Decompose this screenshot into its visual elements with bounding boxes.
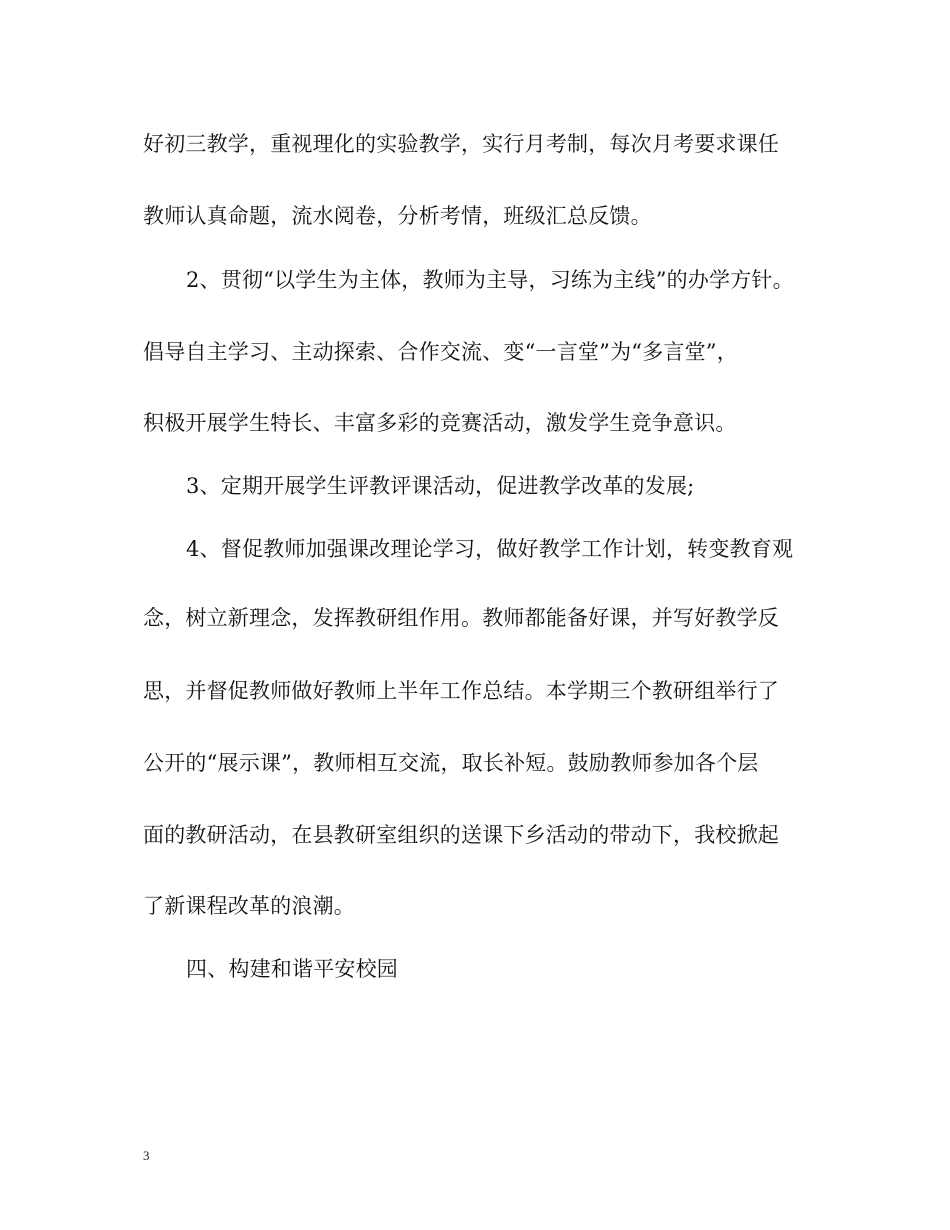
paragraph-line-4: 倡导自主学习、主动探索、合作交流、变“一言堂”为“多言堂”， [143,340,738,364]
paragraph-line-10: 公开的“展示课”，教师相互交流，取长补短。鼓励教师参加各个层 [143,751,759,775]
paragraph-line-1: 好初三教学，重视理化的实验教学，实行月考制，每次月考要求课任 [143,132,779,156]
paragraph-line-5: 积极开展学生特长、丰富多彩的竞赛活动，激发学生竞争意识。 [143,411,737,435]
paragraph-line-11: 面的教研活动，在县教研室组织的送课下乡活动的带动下，我校掀起 [143,823,779,847]
paragraph-line-8: 念，树立新理念，发挥教研组作用。教师都能备好课，并写好教学反 [143,606,779,630]
paragraph-line-2: 教师认真命题，流水阅卷，分析考情，班级汇总反馈。 [143,204,652,228]
paragraph-line-3: 2、贯彻“以学生为主体，教师为主导，习练为主线”的办学方针。 [186,268,794,292]
paragraph-line-7: 4、督促教师加强课改理论学习，做好教学工作计划，转变教育观 [186,537,794,561]
paragraph-line-12: 了新课程改革的浪潮。 [143,894,355,918]
paragraph-line-6: 3、定期开展学生评教评课活动，促进教学改革的发展; [186,474,695,498]
paragraph-line-9: 思，并督促教师做好教师上半年工作总结。本学期三个教研组举行了 [143,679,779,703]
section-heading: 四、构建和谐平安校园 [186,957,398,981]
page-number: 3 [143,1148,150,1163]
